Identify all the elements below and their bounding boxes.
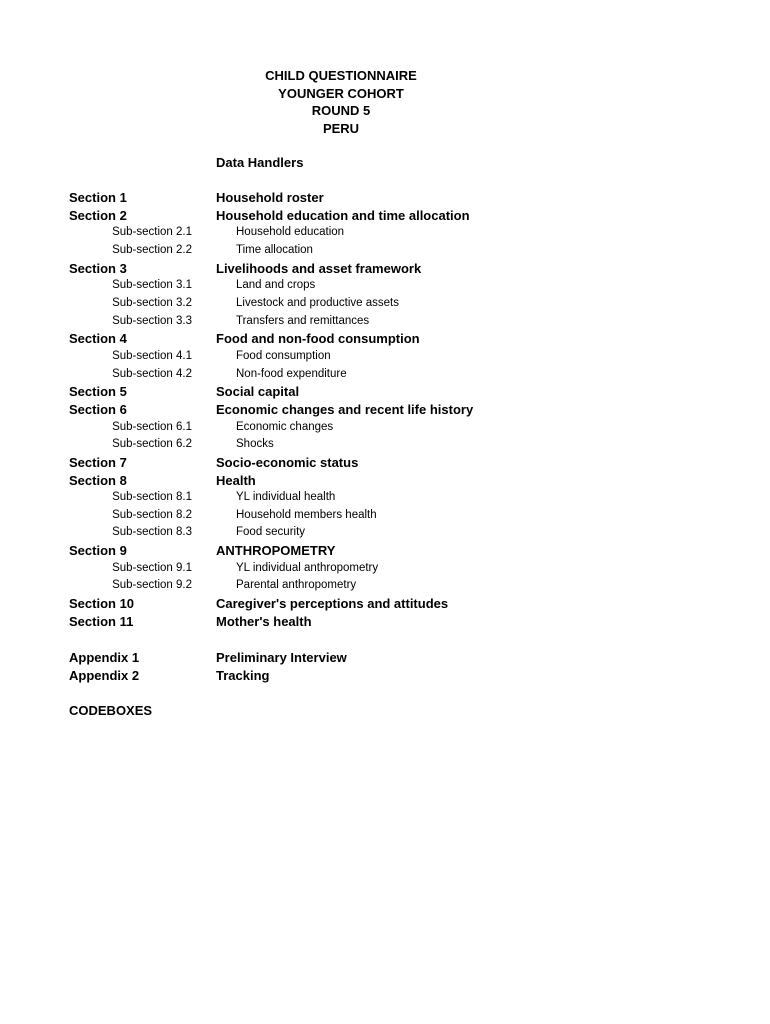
subsection-title: YL individual anthropometry	[236, 561, 379, 574]
section-number: Section 5	[69, 384, 127, 400]
toc-section-row	[0, 613, 770, 631]
section-title: ANTHROPOMETRY	[216, 543, 336, 559]
data-handlers-heading: Data Handlers	[216, 155, 304, 170]
section-number: Section 10	[69, 596, 135, 612]
toc-section-row	[0, 401, 770, 419]
subsection-title: Food consumption	[236, 349, 331, 362]
toc-subsection-row	[0, 242, 770, 260]
subsection-number: Sub-section 6.1	[112, 420, 192, 433]
section-title: Livelihoods and asset framework	[216, 260, 422, 276]
section-title: Socio-economic status	[216, 454, 359, 470]
appendix-row	[0, 649, 770, 667]
toc-section-row	[0, 189, 770, 207]
subsection-title: Non-food expenditure	[236, 367, 347, 380]
toc-subsection-row	[0, 419, 770, 437]
section-number: Section 6	[69, 401, 127, 417]
section-title: Caregiver's perceptions and attitudes	[216, 596, 449, 612]
subsection-title: Economic changes	[236, 420, 334, 433]
subsection-title: Shocks	[236, 438, 274, 451]
toc-subsection-row	[0, 560, 770, 578]
subsection-title: Food security	[236, 526, 306, 539]
subsection-title: Parental anthropometry	[236, 579, 357, 592]
toc-section-row	[0, 383, 770, 401]
subsection-number: Sub-section 4.2	[112, 367, 192, 380]
section-title: Social capital	[216, 384, 300, 400]
section-number: Section 11	[69, 613, 134, 629]
toc-subsection-row	[0, 366, 770, 384]
subsection-number: Sub-section 3.1	[112, 279, 192, 292]
toc-section-row	[0, 260, 770, 278]
subsection-title: Household members health	[236, 508, 377, 521]
section-number: Appendix 1	[69, 650, 140, 665]
toc-subsection-row	[0, 436, 770, 454]
subsection-number: Sub-section 8.3	[112, 526, 192, 539]
subsection-number: Sub-section 9.2	[112, 579, 192, 592]
section-number: Appendix 2	[69, 667, 140, 683]
section-title: Tracking	[216, 667, 270, 683]
subsection-number: Sub-section 6.2	[112, 438, 192, 451]
subsection-title: YL individual health	[236, 491, 336, 504]
section-number: Section 9	[69, 543, 127, 559]
section-title: Economic changes and recent life history	[216, 401, 474, 417]
toc-subsection-row	[0, 507, 770, 525]
subsection-number: Sub-section 2.1	[112, 226, 192, 239]
subsection-number: Sub-section 3.2	[112, 296, 192, 309]
toc-subsection-row	[0, 277, 770, 295]
appendix-row	[0, 667, 770, 685]
toc-subsection-row	[0, 577, 770, 595]
title-line-4: PERU	[322, 120, 360, 136]
subsection-title: Land and crops	[236, 279, 316, 292]
subsection-number: Sub-section 8.1	[112, 491, 192, 504]
subsection-number: Sub-section 3.3	[112, 314, 192, 327]
section-number: Section 7	[69, 454, 127, 470]
toc-section-row	[0, 330, 770, 348]
section-title: Household education and time allocation	[216, 207, 470, 223]
subsection-number: Sub-section 2.2	[112, 243, 192, 256]
section-title: Health	[216, 472, 256, 488]
toc-subsection-row	[0, 313, 770, 331]
codeboxes-heading: CODEBOXES	[69, 703, 153, 718]
toc-section-row	[0, 207, 770, 225]
toc-section-row	[0, 595, 770, 613]
subsection-title: Time allocation	[236, 243, 313, 256]
section-number: Section 2	[69, 207, 127, 223]
toc-subsection-row	[0, 295, 770, 313]
subsection-number: Sub-section 8.2	[112, 508, 192, 521]
toc-section-row	[0, 542, 770, 560]
section-title: Food and non-food consumption	[216, 331, 420, 347]
toc-subsection-row	[0, 489, 770, 507]
subsection-number: Sub-section 4.1	[112, 349, 192, 362]
section-title: Mother's health	[216, 613, 312, 629]
toc-section-row	[0, 472, 770, 490]
toc-subsection-row	[0, 348, 770, 366]
subsection-title: Livestock and productive assets	[236, 296, 400, 309]
table-of-contents	[0, 189, 770, 630]
title-line-2: YOUNGER COHORT	[278, 85, 404, 101]
title-line-1: CHILD QUESTIONNAIRE	[265, 68, 417, 83]
subsection-title: Household education	[236, 226, 345, 239]
toc-section-row	[0, 454, 770, 472]
section-number: Section 1	[69, 190, 127, 205]
section-title: Household roster	[216, 190, 324, 205]
subsection-number: Sub-section 9.1	[112, 561, 192, 574]
toc-subsection-row	[0, 224, 770, 242]
subsection-title: Transfers and remittances	[236, 314, 370, 327]
document-title	[0, 67, 682, 137]
section-number: Section 4	[69, 331, 127, 347]
section-number: Section 3	[69, 260, 127, 276]
title-line-3: ROUND 5	[311, 103, 371, 119]
section-title: Preliminary Interview	[216, 650, 347, 665]
toc-subsection-row	[0, 524, 770, 542]
section-number: Section 8	[69, 472, 127, 488]
appendix-list	[0, 649, 770, 684]
